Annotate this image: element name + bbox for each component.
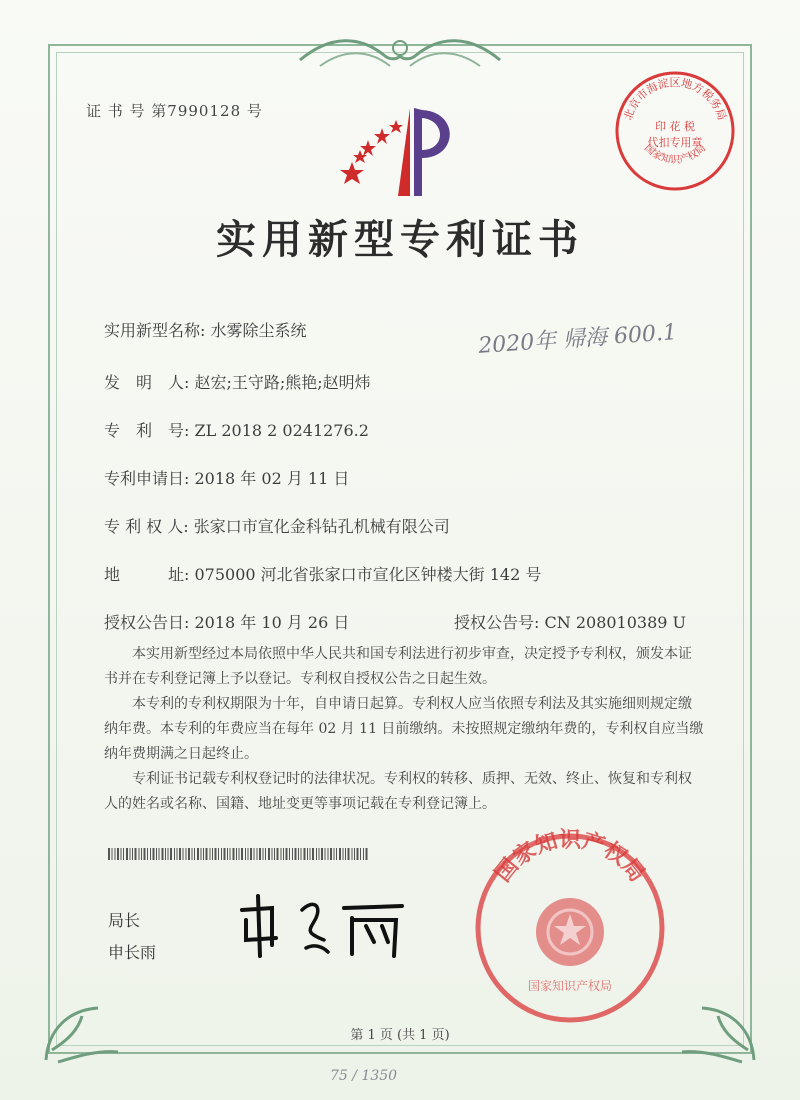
- document-title: 实用新型专利证书: [216, 217, 584, 263]
- paragraph-3: 专利证书记载专利权登记时的法律状况。专利权的转移、质押、无效、终止、恢复和专利权人的姓名或名称、国籍、地址变更等事项记载在专利登记簿上。: [104, 771, 692, 812]
- barcode-bar: [298, 848, 299, 860]
- top-ornament: [290, 30, 510, 78]
- barcode-bar: [215, 848, 217, 860]
- barcode-bar: [203, 848, 204, 860]
- barcode-bar: [162, 848, 164, 860]
- barcode-bar: [141, 848, 142, 860]
- barcode-bar: [153, 848, 155, 860]
- barcode-bar: [310, 848, 311, 860]
- signature-role: 局长: [108, 911, 141, 930]
- label-grant-date: 授权公告日:: [104, 613, 190, 632]
- barcode-bar: [144, 848, 146, 860]
- seal-bottom-text: 国家知识产权局: [527, 979, 613, 993]
- field-grant-date: [104, 610, 349, 633]
- patent-office-emblem-icon: [338, 100, 468, 200]
- barcode-bar: [179, 848, 181, 860]
- barcode-bar: [156, 848, 157, 860]
- barcode-bar: [363, 848, 364, 860]
- barcode-bar: [307, 848, 308, 860]
- barcode-bar: [132, 848, 133, 860]
- field-grant-no: [454, 610, 686, 633]
- barcode-bar: [272, 848, 273, 860]
- barcode-bar: [233, 848, 235, 860]
- field-address: [104, 562, 541, 585]
- field-inventor: [104, 370, 371, 393]
- barcode-bar: [354, 848, 355, 860]
- field-utility-name: [104, 318, 307, 341]
- tax-stamp-bottom-text: 国家知识产权局: [641, 142, 709, 166]
- barcode-bar: [117, 848, 119, 860]
- barcode-bar: [257, 848, 258, 860]
- barcode-bar: [188, 848, 190, 860]
- barcode-bar: [286, 848, 288, 860]
- barcode-bar: [192, 848, 193, 860]
- field-patent-no: [104, 418, 369, 441]
- barcode-bar: [194, 848, 195, 860]
- barcode-bar: [227, 848, 228, 860]
- bottom-handwritten-note: 75 / 1350: [330, 1068, 398, 1084]
- barcode-bar: [126, 848, 128, 860]
- barcode-bar: [274, 848, 275, 860]
- barcode-bar: [360, 848, 361, 860]
- tax-stamp-ring-text: 北京市海淀区地方税务局: [621, 76, 729, 122]
- barcode-bar: [239, 848, 240, 860]
- barcode-bar: [319, 848, 320, 860]
- value-address: 075000 河北省张家口市宣化区钟楼大街 142 号: [194, 565, 542, 584]
- barcode-bar: [170, 848, 172, 860]
- label-filing-date: 专利申请日:: [104, 469, 190, 488]
- label-patentee: 专 利 权 人:: [104, 517, 189, 536]
- barcode-bar: [265, 848, 266, 860]
- label-address: 地 址:: [104, 565, 190, 584]
- barcode-bar: [250, 848, 252, 860]
- barcode-bar: [186, 848, 187, 860]
- signature-name: 申长雨: [108, 943, 157, 962]
- barcode-bar: [248, 848, 249, 860]
- barcode-bar: [259, 848, 261, 860]
- barcode-bar: [139, 848, 140, 860]
- barcode-bar: [245, 848, 246, 860]
- label-patent-no: 专 利 号:: [104, 421, 190, 440]
- barcode: [108, 848, 370, 860]
- barcode-bar: [343, 848, 344, 860]
- barcode-bar: [339, 848, 341, 860]
- barcode-bar: [277, 848, 279, 860]
- barcode-bar: [183, 848, 184, 860]
- barcode-bar: [150, 848, 151, 860]
- barcode-bar: [197, 848, 199, 860]
- barcode-bar: [221, 848, 222, 860]
- barcode-bar: [295, 848, 297, 860]
- barcode-bar: [268, 848, 270, 860]
- barcode-bar: [330, 848, 332, 860]
- barcode-bar: [348, 848, 350, 860]
- barcode-bar: [301, 848, 302, 860]
- field-filing-date: [104, 466, 349, 489]
- label-utility-name: 实用新型名称:: [104, 321, 206, 340]
- barcode-bar: [334, 848, 335, 860]
- barcode-bar: [289, 848, 290, 860]
- barcode-bar: [241, 848, 243, 860]
- barcode-bar: [112, 848, 113, 860]
- certificate-number: 证 书 号 第7990128 号: [86, 102, 263, 120]
- value-grant-date: 2018 年 10 月 26 日: [194, 613, 350, 632]
- barcode-bar: [210, 848, 211, 860]
- official-seal: [470, 828, 670, 1028]
- barcode-bar: [352, 848, 353, 860]
- barcode-bar: [263, 848, 264, 860]
- barcode-bar: [159, 848, 160, 860]
- barcode-bar: [281, 848, 282, 860]
- handwritten-note: 2020年 帰海 600.1: [477, 320, 678, 359]
- value-utility-name: 水雾除尘系统: [210, 321, 307, 340]
- value-patentee: 张家口市宣化金科钻孔机械有限公司: [193, 517, 450, 536]
- barcode-bar: [357, 848, 359, 860]
- value-filing-date: 2018 年 02 月 11 日: [194, 469, 350, 488]
- tax-stamp-line1: 印 花 税: [655, 120, 695, 133]
- barcode-bar: [230, 848, 231, 860]
- barcode-bar: [328, 848, 329, 860]
- barcode-bar: [366, 848, 368, 860]
- barcode-bar: [174, 848, 175, 860]
- value-inventor: 赵宏;王守路;熊艳;赵明炜: [194, 373, 371, 392]
- paragraph-2: 本专利的专利权期限为十年，自申请日起算。专利权人应当依照专利法及其实施细则规定缴纳年费。本专利的年费应当在每年 02 月 11 日前缴纳。未按照规定缴纳年费的，专利权自应当缴纳年费期满之日起终止。: [104, 696, 704, 762]
- barcode-bar: [212, 848, 213, 860]
- label-grant-no: 授权公告号:: [454, 613, 540, 632]
- seal-ring-text: 国家知识产权局: [490, 828, 650, 887]
- page-number: 第 1 页 (共 1 页): [350, 1028, 450, 1043]
- barcode-bar: [304, 848, 306, 860]
- barcode-bar: [147, 848, 148, 860]
- paragraph-1: 本实用新型经过本局依照中华人民共和国专利法进行初步审查，决定授予专利权，颁发本证书并在专利登记簿上予以登记。专利权自授权公告之日起生效。: [104, 646, 692, 687]
- barcode-bar: [236, 848, 237, 860]
- tax-stamp-line2: 代扣专用章: [647, 136, 703, 149]
- barcode-bar: [224, 848, 226, 860]
- barcode-bar: [316, 848, 317, 860]
- barcode-bar: [283, 848, 284, 860]
- barcode-bar: [123, 848, 124, 860]
- barcode-bar: [345, 848, 346, 860]
- barcode-bar: [321, 848, 323, 860]
- barcode-bar: [201, 848, 202, 860]
- barcode-bar: [165, 848, 166, 860]
- handwritten-signature: [232, 890, 412, 960]
- barcode-bar: [135, 848, 137, 860]
- barcode-bar: [108, 848, 110, 860]
- svg-text:国家知识产权局: [491, 828, 650, 887]
- value-patent-no: ZL 2018 2 0241276.2: [194, 421, 369, 440]
- field-patentee: [104, 514, 450, 537]
- barcode-bar: [336, 848, 337, 860]
- svg-text:北京市海淀区地方税务局: [621, 75, 728, 122]
- value-grant-no: CN 208010389 U: [544, 613, 687, 632]
- label-inventor: 发 明 人:: [104, 373, 190, 392]
- barcode-bar: [115, 848, 116, 860]
- barcode-bar: [312, 848, 314, 860]
- barcode-bar: [168, 848, 169, 860]
- barcode-bar: [130, 848, 131, 860]
- barcode-bar: [206, 848, 208, 860]
- barcode-bar: [254, 848, 255, 860]
- barcode-bar: [292, 848, 293, 860]
- barcode-bar: [218, 848, 219, 860]
- tax-stamp: [612, 68, 738, 194]
- barcode-bar: [177, 848, 178, 860]
- barcode-bar: [121, 848, 122, 860]
- barcode-bar: [325, 848, 326, 860]
